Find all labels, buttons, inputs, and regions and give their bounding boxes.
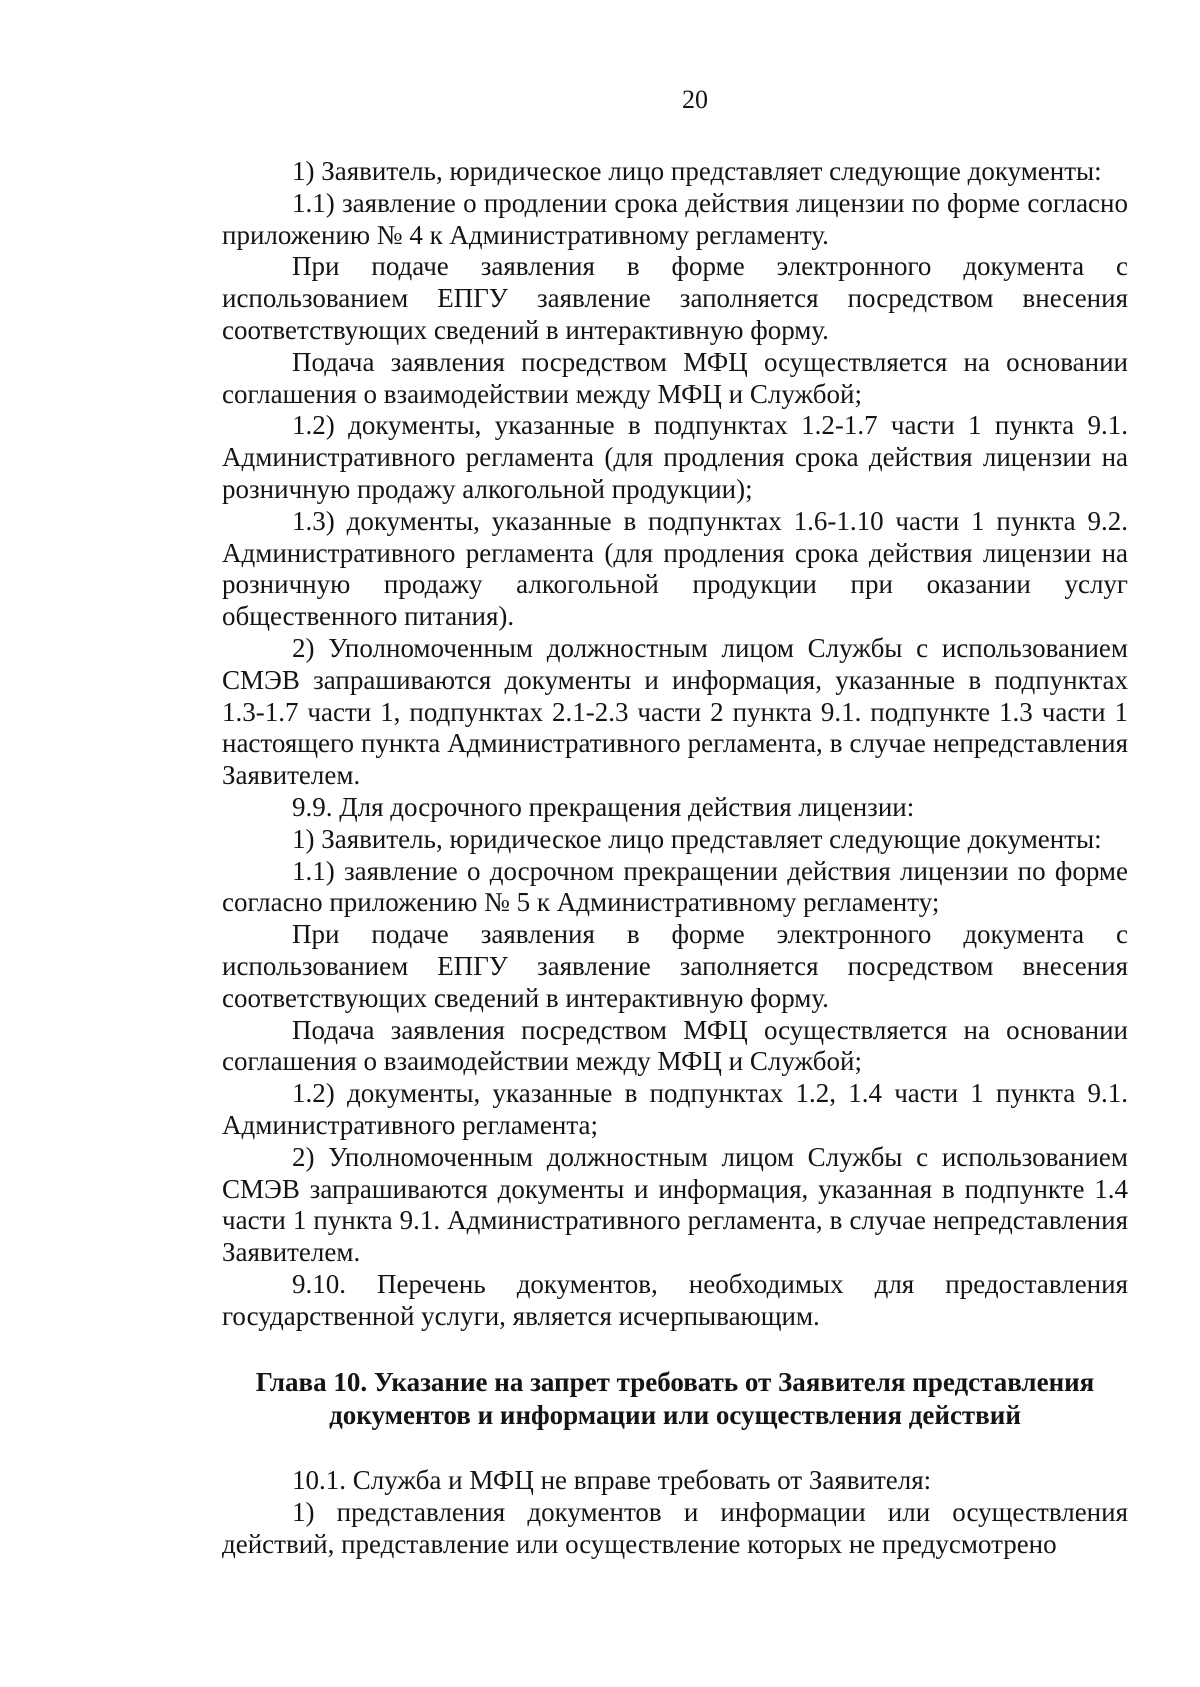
paragraph: 9.9. Для досрочного прекращения действия лицензии: [292, 791, 915, 822]
paragraph: 2) Уполномоченным должностным лицом Службы с использованием СМЭВ запрашиваются документы и информация, указанные в подпунктах 1.3-1.7 части 1, подпунктах 2.1-2.3 части 2 пункта 9.1. подпункте 1.3 части 1 настоящего пункта Административного регламента, в случае непредставления Заявителем. [222, 632, 1128, 791]
paragraph: 10.1. Служба и МФЦ не вправе требовать от Заявителя: [292, 1465, 932, 1496]
chapter-title-line: Глава 10. Указание на запрет требовать от Заявителя представления [255, 1367, 1095, 1398]
paragraph: При подаче заявления в форме электронного документа с использованием ЕПГУ заявление заполняется посредством внесения соответствующих сведений в интерактивную форму. [222, 251, 1128, 345]
paragraph: 2) Уполномоченным должностным лицом Службы с использованием СМЭВ запрашиваются документы и информация, указанная в подпункте 1.4 части 1 пункта 9.1. Административного регламента, в случае непредставления Заявителем. [222, 1141, 1128, 1268]
paragraph: 1.2) документы, указанные в подпунктах 1.2, 1.4 части 1 пункта 9.1. Административного регламента; [222, 1078, 1128, 1140]
chapter-title-line: документов и информации или осуществления действий [329, 1400, 1021, 1431]
paragraph: 1.2) документы, указанные в подпунктах 1.2-1.7 части 1 пункта 9.1. Административного регламента (для продления срока действия лицензии на розничную продажу алкогольной продукции); [222, 410, 1128, 504]
paragraph: При подаче заявления в форме электронного документа с использованием ЕПГУ заявление заполняется посредством внесения соответствующих сведений в интерактивную форму. [222, 919, 1128, 1013]
paragraph: 1.1) заявление о продлении срока действия лицензии по форме согласно приложению № 4 к Административному регламенту. [222, 187, 1128, 250]
paragraph: 1) Заявитель, юридическое лицо представляет следующие документы: [292, 156, 1102, 186]
page-number: 20 [682, 85, 708, 114]
paragraph: 1.1) заявление о досрочном прекращении действия лицензии по форме согласно приложению № 5 к Административному регламенту; [222, 855, 1128, 918]
document-page [222, 84, 1128, 1561]
paragraph: 1) Заявитель, юридическое лицо представляет следующие документы: [292, 823, 1102, 854]
paragraph: Подача заявления посредством МФЦ осуществляется на основании соглашения о взаимодействии между МФЦ и Службой; [222, 1014, 1128, 1077]
chapter-title [222, 1366, 1128, 1432]
paragraph: 1) представления документов и информации или осуществления действий, представление или осуществление которых не предусмотрено [222, 1497, 1128, 1560]
paragraph: 9.10. Перечень документов, необходимых для предоставления государственной услуги, является исчерпывающим. [222, 1268, 1128, 1331]
paragraph: 1.3) документы, указанные в подпунктах 1.6-1.10 части 1 пункта 9.2. Административного регламента (для продления срока действия лицензии на розничную продажу алкогольной продукции при оказании услуг общественного питания). [222, 505, 1128, 632]
paragraph: Подача заявления посредством МФЦ осуществляется на основании соглашения о взаимодействии между МФЦ и Службой; [222, 346, 1128, 409]
